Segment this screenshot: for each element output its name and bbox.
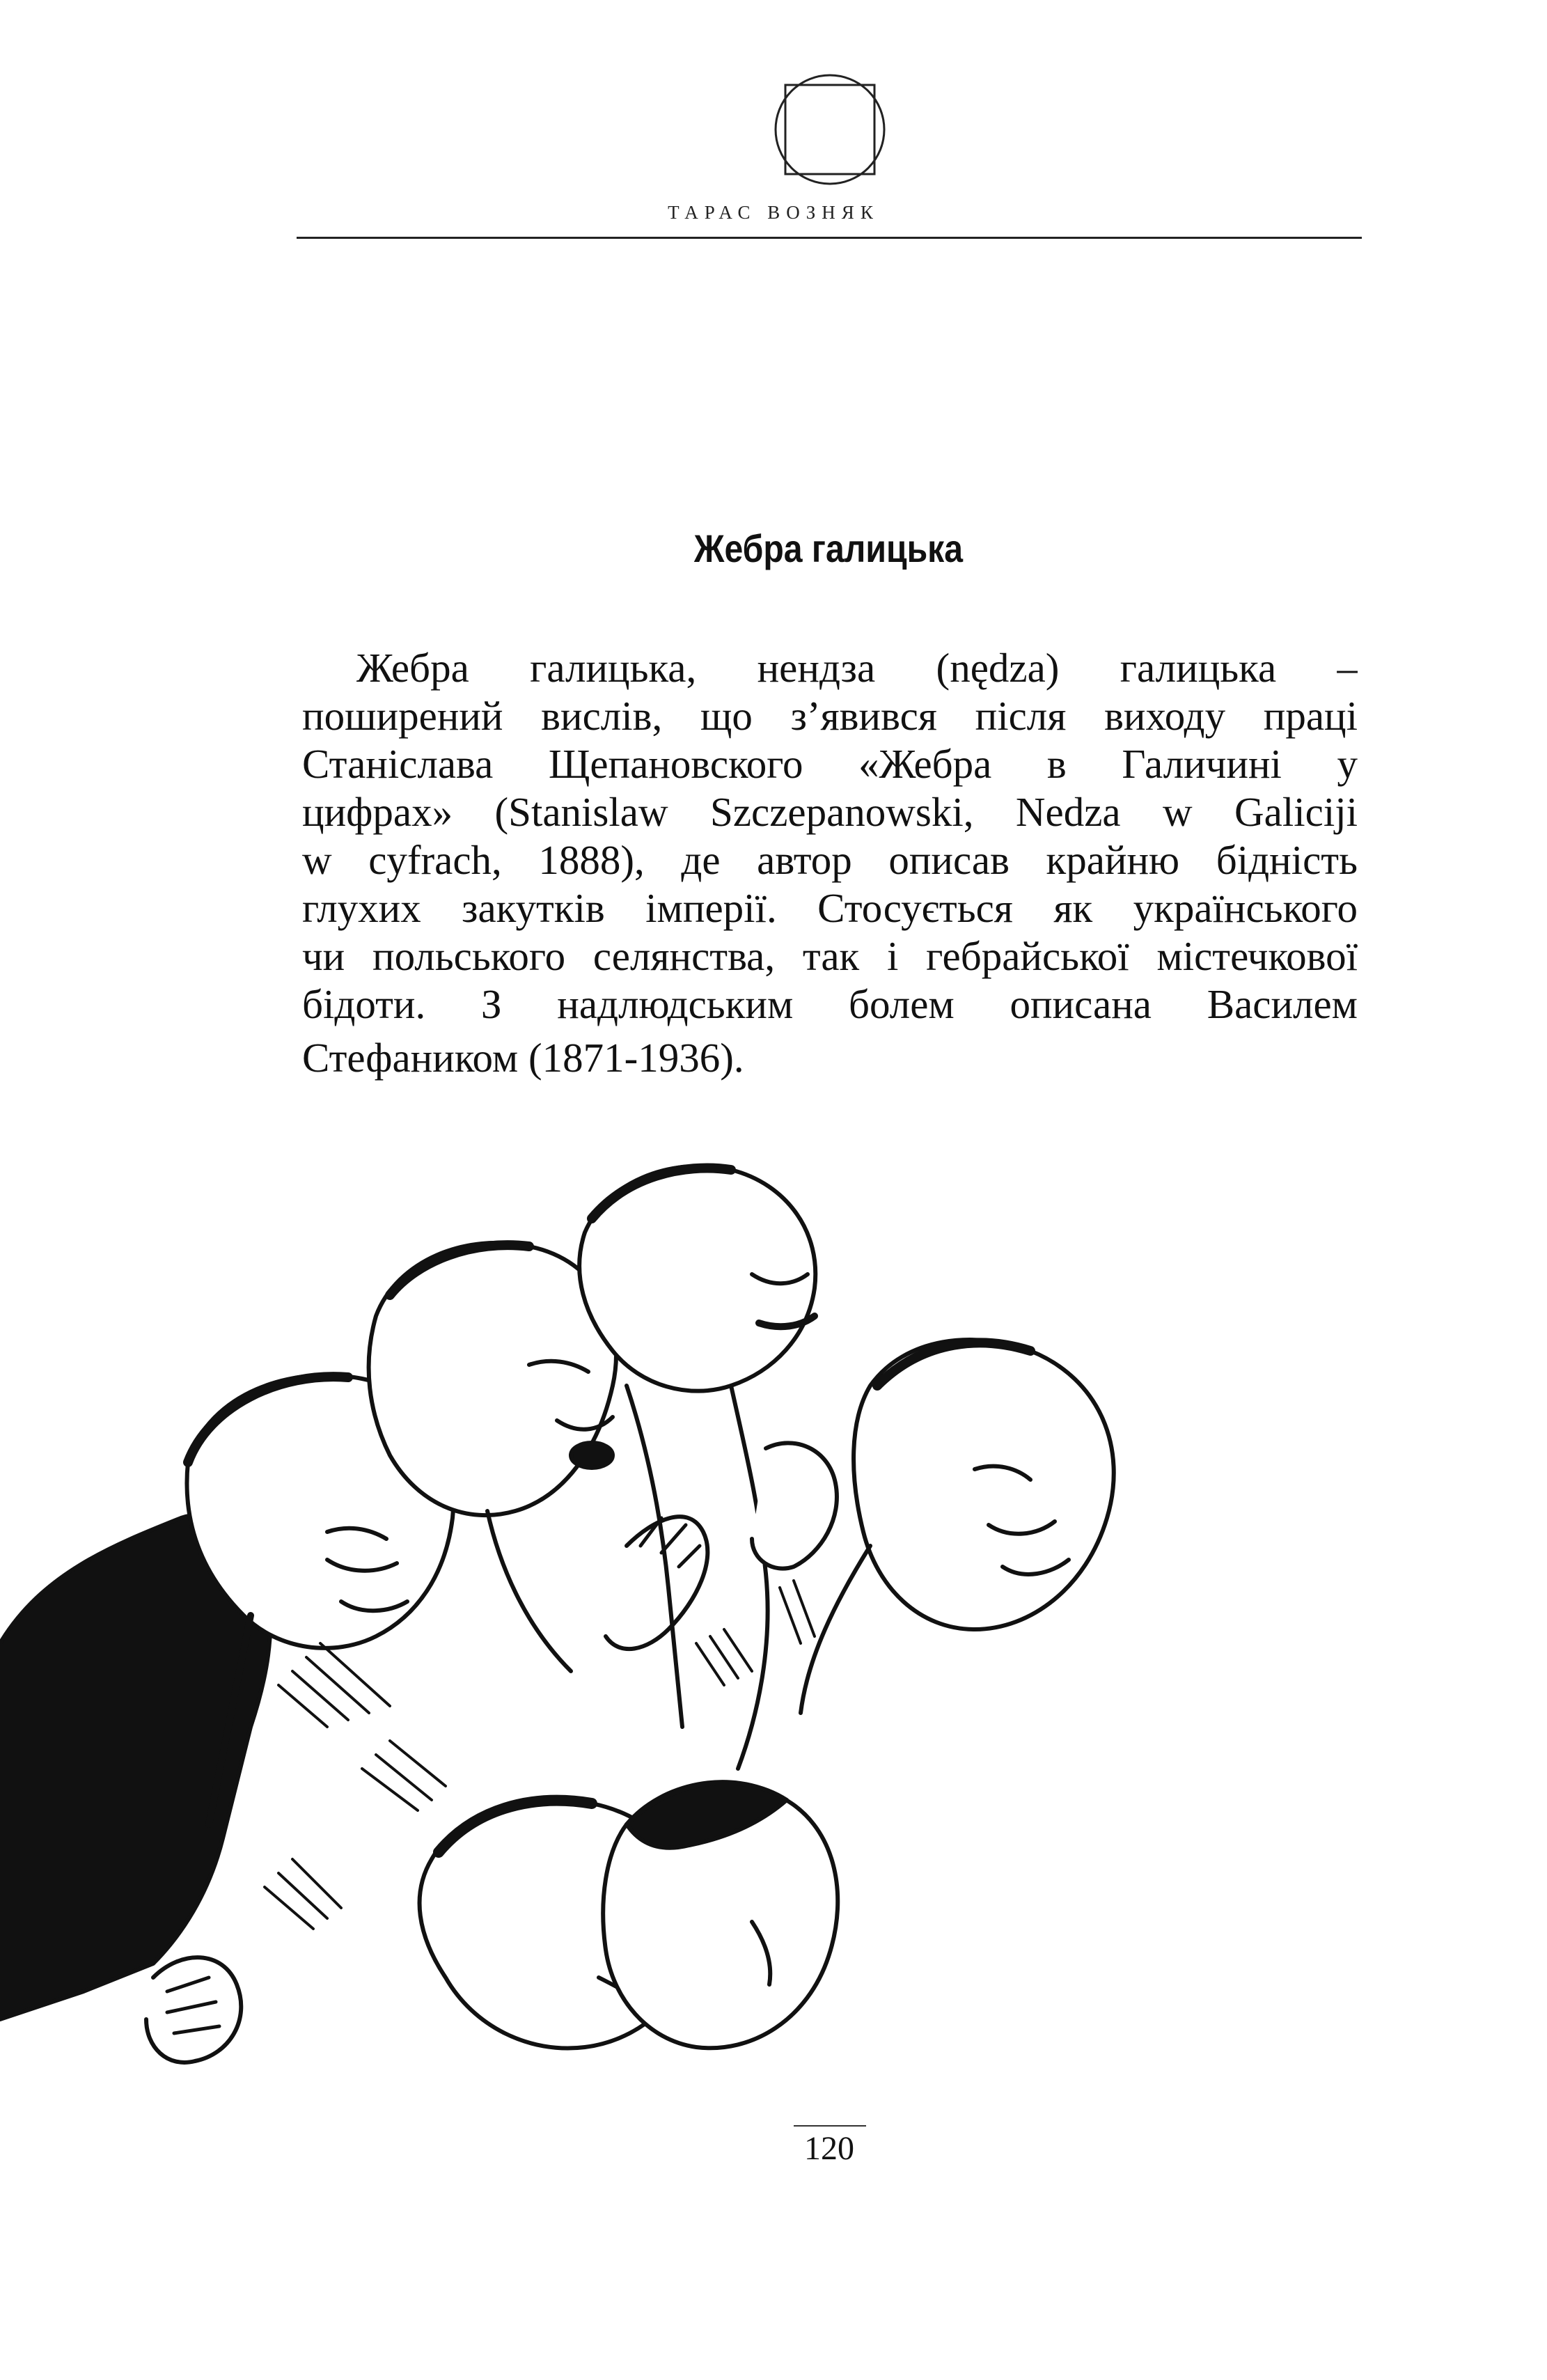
body-line: Стефаником (1871-1936). — [302, 1035, 744, 1081]
body-line: поширений вислів, що з’явився після виходу праці — [302, 693, 1358, 739]
header-divider — [297, 237, 1362, 239]
running-head: ТАРАС ВОЗНЯК — [668, 202, 879, 223]
page-number: 120 — [804, 2130, 854, 2167]
article-body — [302, 644, 1358, 1082]
page-number-rule — [794, 2125, 866, 2127]
body-line: бідоти. З надлюдським болем описана Василем — [302, 981, 1358, 1027]
body-line: Жебра галицька, нендза (nędza) галицька – — [356, 645, 1358, 691]
circle-in-square-logo-icon — [773, 72, 887, 187]
body-line: чи польського селянства, так і гебрайської містечкової — [302, 933, 1358, 979]
body-line: w cyfrach, 1888), де автор описав крайню бідність — [302, 837, 1358, 883]
body-line: Станіслава Щепановского «Жебра в Галичині у — [302, 741, 1358, 787]
body-line: цифрах» (Stanislaw Szczepanowski, Nedza w Galiciji — [302, 789, 1358, 835]
beggars-group-illustration-icon — [0, 1156, 1149, 2103]
body-line: глухих закутків імперії. Стосується як українського — [302, 885, 1358, 931]
article-title: Жебра галицька — [693, 526, 964, 570]
